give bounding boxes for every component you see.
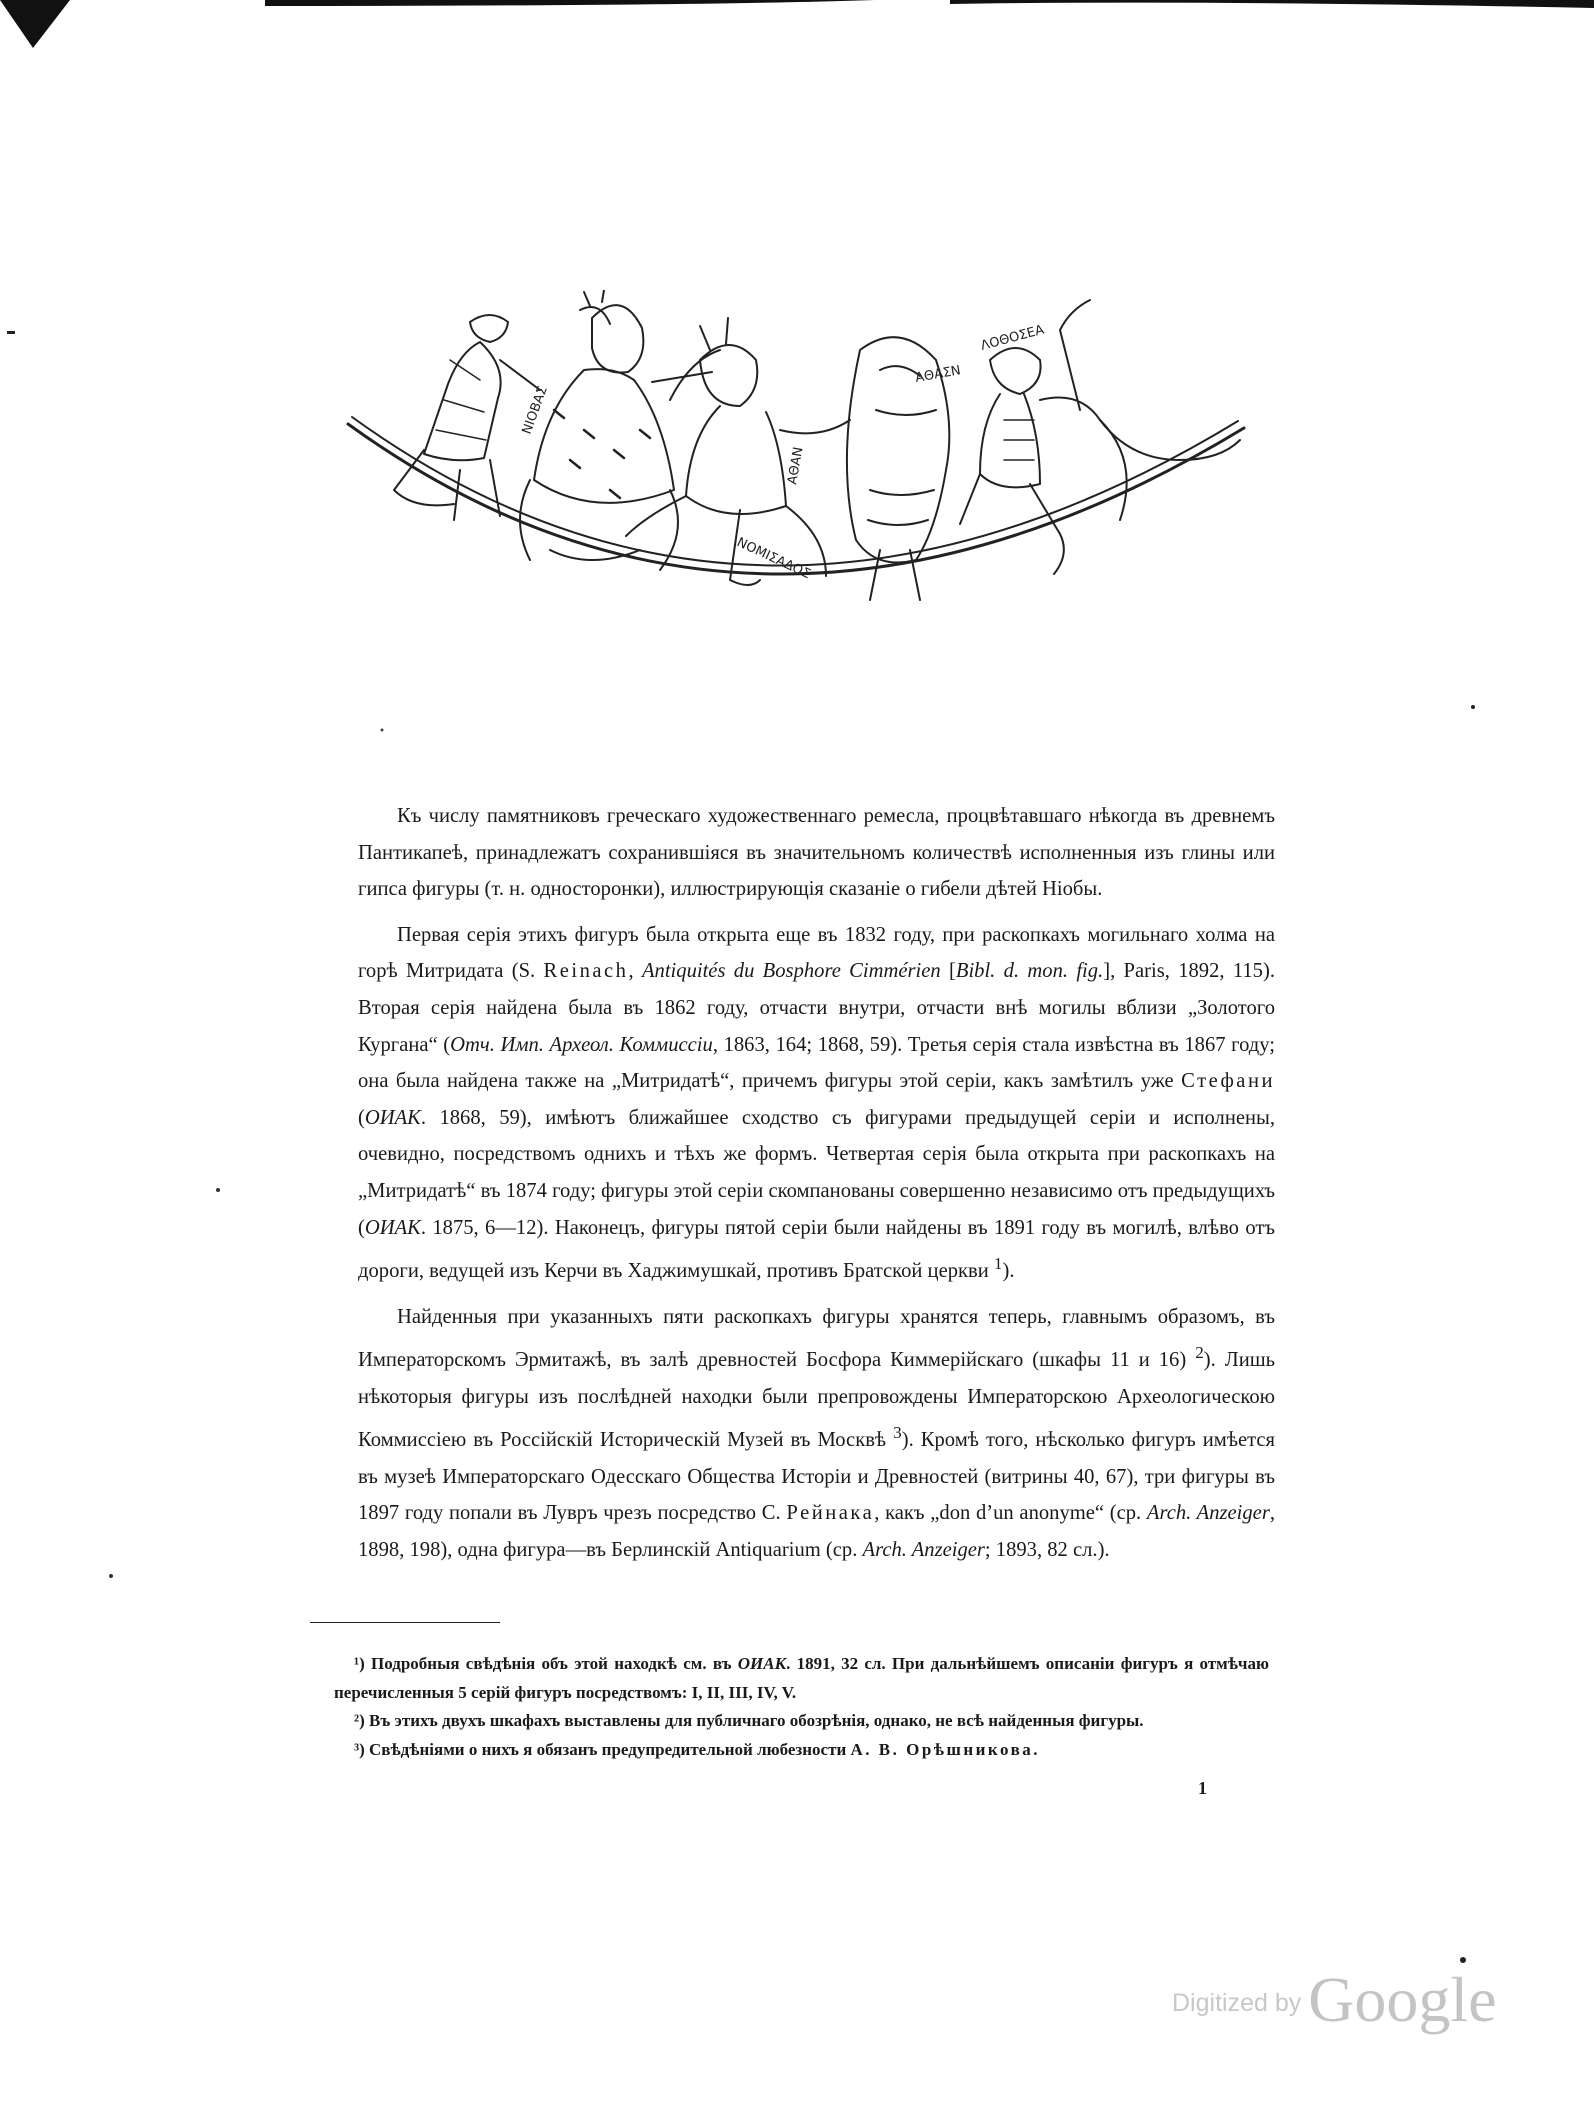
footnote-ref-3: 3 [893, 1423, 902, 1443]
footnote-separator [310, 1622, 500, 1623]
page-number: 1 [1198, 1778, 1207, 1798]
digitized-watermark: Digitized by Google [1172, 1964, 1497, 2035]
inscription-right-mid: ΑΘΑΣΝ [914, 363, 962, 386]
paragraph-1: Къ числу памятниковъ греческаго художественнаго ремесла, процвѣтавшаго нѣкогда въ древнемъ Пантикапеѣ, принадлежатъ сохранившіяся въ значительномъ количествѣ исполненныя изъ глины или гипса фигуры (т. н. односторонки), иллюстрирующія сказаніе о гибели дѣтей Ніобы. [358, 805, 1275, 901]
footnote-ref-1: 1 [993, 1254, 1003, 1274]
inscription-left: ΝΙΟΒΑΣ [519, 384, 551, 437]
top-edge-band-right [950, 0, 1594, 8]
corner-triangle [0, 0, 70, 48]
footnote-3: ³) Свѣдѣніями о нихъ я обязанъ предупредительной любезности А. В. Орѣшникова. [354, 1739, 1038, 1759]
paragraph-3: Найденныя при указанныхъ пяти раскопкахъ фигуры хранятся теперь, главнымъ образомъ, въ Императорскомъ Эрмитажѣ, въ залѣ древностей Босфора Киммерійскаго (шкафы 11 и 16) $^2$). Лишь нѣкоторыя фигуры изъ послѣдней находки были препровождены Императорскою Археологическою Коммиссіею въ Россійскій Историческій Музей въ Москвѣ $^3$). Кромѣ того, нѣсколько фигуръ имѣется въ музеѣ Императорскаго Одесскаго Общества Исторіи и Древностей (витрины 40, 67), три фигуры въ 1897 году попали въ Лувръ чрезъ посредство С. Рейнака, какъ „don d’un anonyme“ (ср. Arch. Anzeiger, 1898, 198), одна фигура—въ Берлинскій Antiquarium (ср. Arch. Anzeiger; 1893, 82 сл.). [358, 1305, 1276, 1561]
vase-painting-illustration [340, 290, 1252, 630]
body-text [358, 798, 1275, 1568]
inscription-center: ΝΟΜΙΣΑΔΟΣ [734, 535, 813, 583]
top-edge-band-left [265, 0, 875, 6]
scan-edge-artifacts [0, 0, 1594, 50]
footnote-ref-2: 2 [1195, 1343, 1204, 1363]
inscription-shield: ΑΘΑΝ [785, 445, 807, 486]
footnote-2: ²) Въ этихъ двухъ шкафахъ выставлены для публичнаго обозрѣнія, однако, не всѣ найденныя фигуры. [354, 1711, 1144, 1730]
paragraph-2: Первая серія этихъ фигуръ была открыта еще въ 1832 году, при раскопкахъ могильнаго холма на горѣ Митридата (S. Reinach, Antiquités du Bosphore Cimmérien [Bibl. d. mon. fig.], Paris, 1892, 115). Вторая серія найдена была въ 1862 году, отчасти внутри, отчасти внѣ могилы вблизи „Золотого Кургана“ (Отч. Имп. Археол. Коммиссіи, 1863, 164; 1868, 59). Третья серія стала извѣстна въ 1867 году; она была найдена также на „Митридатѣ“, причемъ фигуры этой серіи, какъ замѣтилъ уже Стефани (ОИАК. 1868, 59), имѣютъ ближайшее сходство съ фигурами предыдущей серіи и исполнены, очевидно, посредствомъ однихъ и тѣхъ же формъ. Четвертая серія была открыта при раскопкахъ на „Митридатѣ“ въ 1874 году; фигуры этой серіи скомпанованы совершенно независимо отъ предыдущихъ (ОИАК. 1875, 6—12). Наконецъ, фигуры пятой серіи были найдены въ 1891 году въ могилѣ, влѣво отъ дороги, ведущей изъ Керчи въ Хаджимушкай, противъ Братской церкви $^1$). [358, 923, 1276, 1282]
footnote-1: ¹) Подробныя свѣдѣнія объ этой находкѣ см. въ ОИАК. 1891, 32 сл. При дальнѣйшемъ описаніи фигуръ я отмѣчаю перечисленныя 5 серій фигуръ посредствомъ: I, II, III, IV, V. [334, 1654, 1269, 1702]
footnotes [334, 1650, 1269, 1764]
vase-rim-outer [348, 424, 1244, 574]
google-logo: Google [1308, 1964, 1497, 2035]
inscription-right-top: ΛΟΘΟΣΕΑ [979, 322, 1046, 354]
